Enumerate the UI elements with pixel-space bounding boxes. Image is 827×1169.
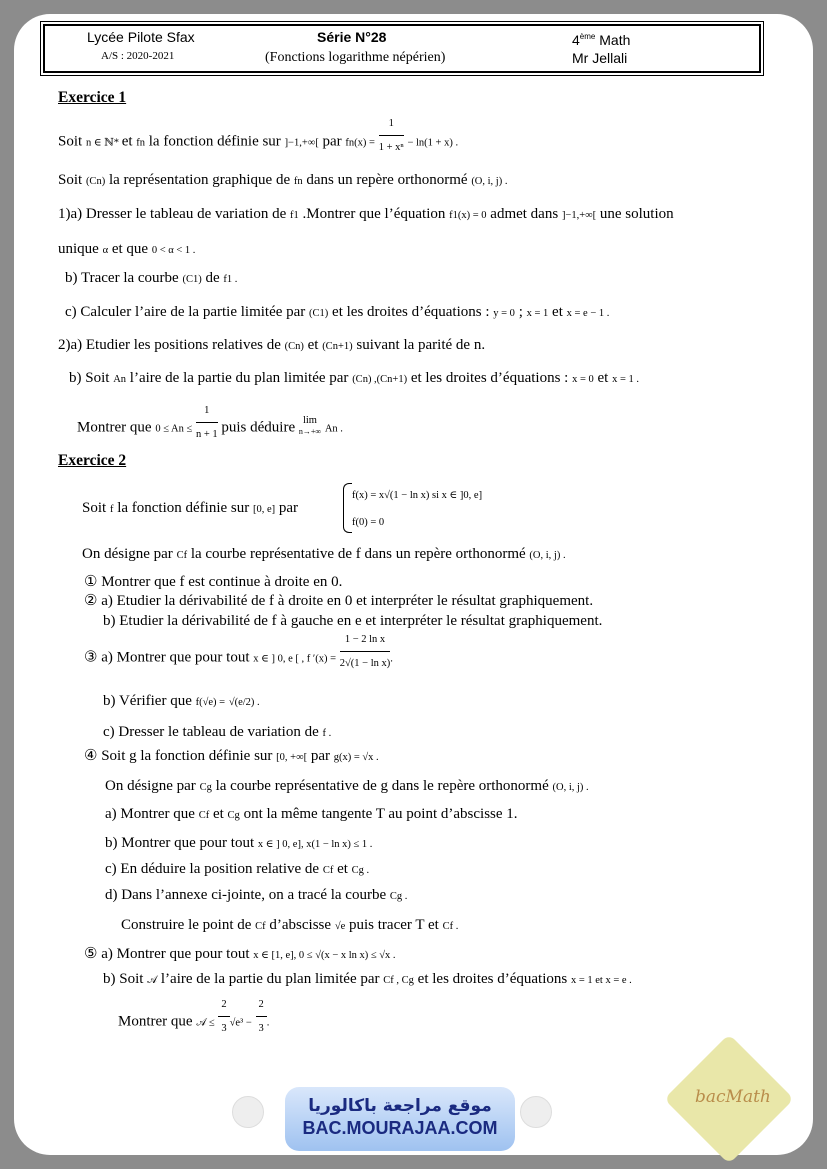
ex2-q2b: b) Etudier la dérivabilité de f à gauche en e et interpréter le résultat graphiquement. (103, 613, 603, 629)
ex2-q4e: Construire le point de Cf d’abscisse √e puis tracer T et Cf . (121, 917, 459, 933)
serie-topic: (Fonctions logarithme népérien) (265, 50, 446, 65)
ex2-q3b: b) Vérifier que f(√e) = √(e/2) . (103, 693, 260, 709)
class-level: 4ème Math (572, 32, 631, 48)
footer-arabic-text: موقع مراجعة باكالوريا (308, 1096, 492, 1116)
ex1-q1c: c) Calculer l’aire de la partie limitée par (C1) et les droites d’équations : y = 0 ; x = 1 et x = e − 1 . (65, 304, 610, 320)
ex2-q5c: Montrer que 𝒜 ≤ $\frac{2}{3}$ √e³ − $\frac{2}{3}$ . (118, 1006, 269, 1038)
footer-banner[interactable] (285, 1087, 515, 1151)
ex1-q1b: b) Tracer la courbe (C1) de f1 . (65, 270, 238, 286)
ex1-curve-def: Soit (Cn) la représentation graphique de fn dans un repère orthonormé (O, i, j) . (58, 172, 508, 188)
ex2-q4-cg: On désigne par Cg la courbe représentative de g dans le repère orthonormé (O, i, j) . (105, 778, 589, 794)
number-4-icon: ④ (84, 748, 98, 764)
school-name: Lycée Pilote Sfax (87, 29, 195, 45)
ex2-q3a: ③ a) Montrer que pour tout x ∈ ] 0, e [ , f ′(x) = $\frac{\text{1 − 2 ln x}}{\text{2√(1 − ln x)}}$ . (84, 643, 393, 673)
ex2-q3c: c) Dresser le tableau de variation de f . (103, 724, 332, 740)
number-3-icon: ③ (84, 649, 98, 666)
ex2-q4a: a) Montrer que Cf et Cg ont la même tangente T au point d’abscisse 1. (105, 806, 518, 822)
ex2-q1: ① Montrer que f est continue à droite en 0. (84, 574, 343, 590)
number-2-icon: ② (84, 593, 98, 609)
ex2-q4: ④ Soit g la fonction définie sur [0, +∞[ par g(x) = √x . (84, 748, 379, 764)
ex2-curve-def: On désigne par Cf la courbe représentative de f dans un repère orthonormé (O, i, j) . (82, 546, 566, 562)
ex1-q2a: 2)a) Etudier les positions relatives de (Cn) et (Cn+1) suivant la parité de n. (58, 337, 486, 353)
ex2-q5b: b) Soit 𝒜 l’aire de la partie du plan limitée par Cf , Cg et les droites d’équations x = 1 et x = e . (103, 971, 632, 987)
ex2-q4d: d) Dans l’annexe ci-jointe, on a tracé la courbe Cg . (105, 887, 408, 903)
ex2-q2a: ② a) Etudier la dérivabilité de f à droite en 0 et interpréter le résultat graphiquement. (84, 593, 594, 609)
ex1-q2b: b) Soit An l’aire de la partie du plan limitée par (Cn) ,(Cn+1) et les droites d’équations : x = 0 et x = 1 . (69, 370, 639, 386)
ex2-definition-label: Soit f la fonction définie sur [0, e] par (82, 500, 299, 516)
ex1-q1a-cont: unique α et que 0 < α < 1 . (58, 241, 196, 257)
ex1-q2c: Montrer que 0 ≤ An ≤ $\frac{1}{n + 1}$ puis déduire lim n→+∞ An . (77, 412, 343, 444)
ex2-q4b: b) Montrer que pour tout x ∈ ] 0, e], x(1 − ln x) ≤ 1 . (105, 835, 373, 851)
number-1-icon: ① (84, 574, 98, 590)
exercise-1-title: Exercice 1 (58, 89, 127, 106)
header-box (43, 24, 761, 73)
piecewise-case-2: f(0) = 0 (352, 517, 385, 528)
footer-site-link[interactable]: BAC.MOURAJAA.COM (302, 1118, 498, 1138)
piecewise-case-1: f(x) = x√(1 − ln x) si x ∈ ]0, e] (352, 490, 483, 501)
ex1-definition: Soit n ∈ ℕ* et fn la fonction définie sur ]−1,+∞[ par fn(x) = $\frac{1}{\text{1 + xⁿ}}$ − ln(1 + x) . (58, 127, 458, 157)
exercise-2-title: Exercice 2 (58, 452, 127, 469)
bacmath-logo-text: bacMath (695, 1087, 771, 1107)
ex2-q4c: c) En déduire la position relative de Cf et Cg . (105, 861, 370, 877)
ex2-q5a: ⑤ a) Montrer que pour tout x ∈ [1, e], 0 ≤ √(x − x ln x) ≤ √x . (84, 946, 396, 962)
ex1-q1a: 1)a) Dresser le tableau de variation de f1 .Montrer que l’équation f1(x) = 0 admet dans ]−1,+∞[ une solution (58, 206, 674, 222)
number-5-icon: ⑤ (84, 946, 98, 962)
right-badge-icon (520, 1096, 552, 1128)
left-badge-icon (232, 1096, 264, 1128)
school-year: A/S : 2020-2021 (101, 50, 175, 62)
serie-title: Série N°28 (317, 29, 387, 45)
teacher-name: Mr Jellali (572, 50, 628, 66)
piecewise-brace (343, 483, 352, 533)
